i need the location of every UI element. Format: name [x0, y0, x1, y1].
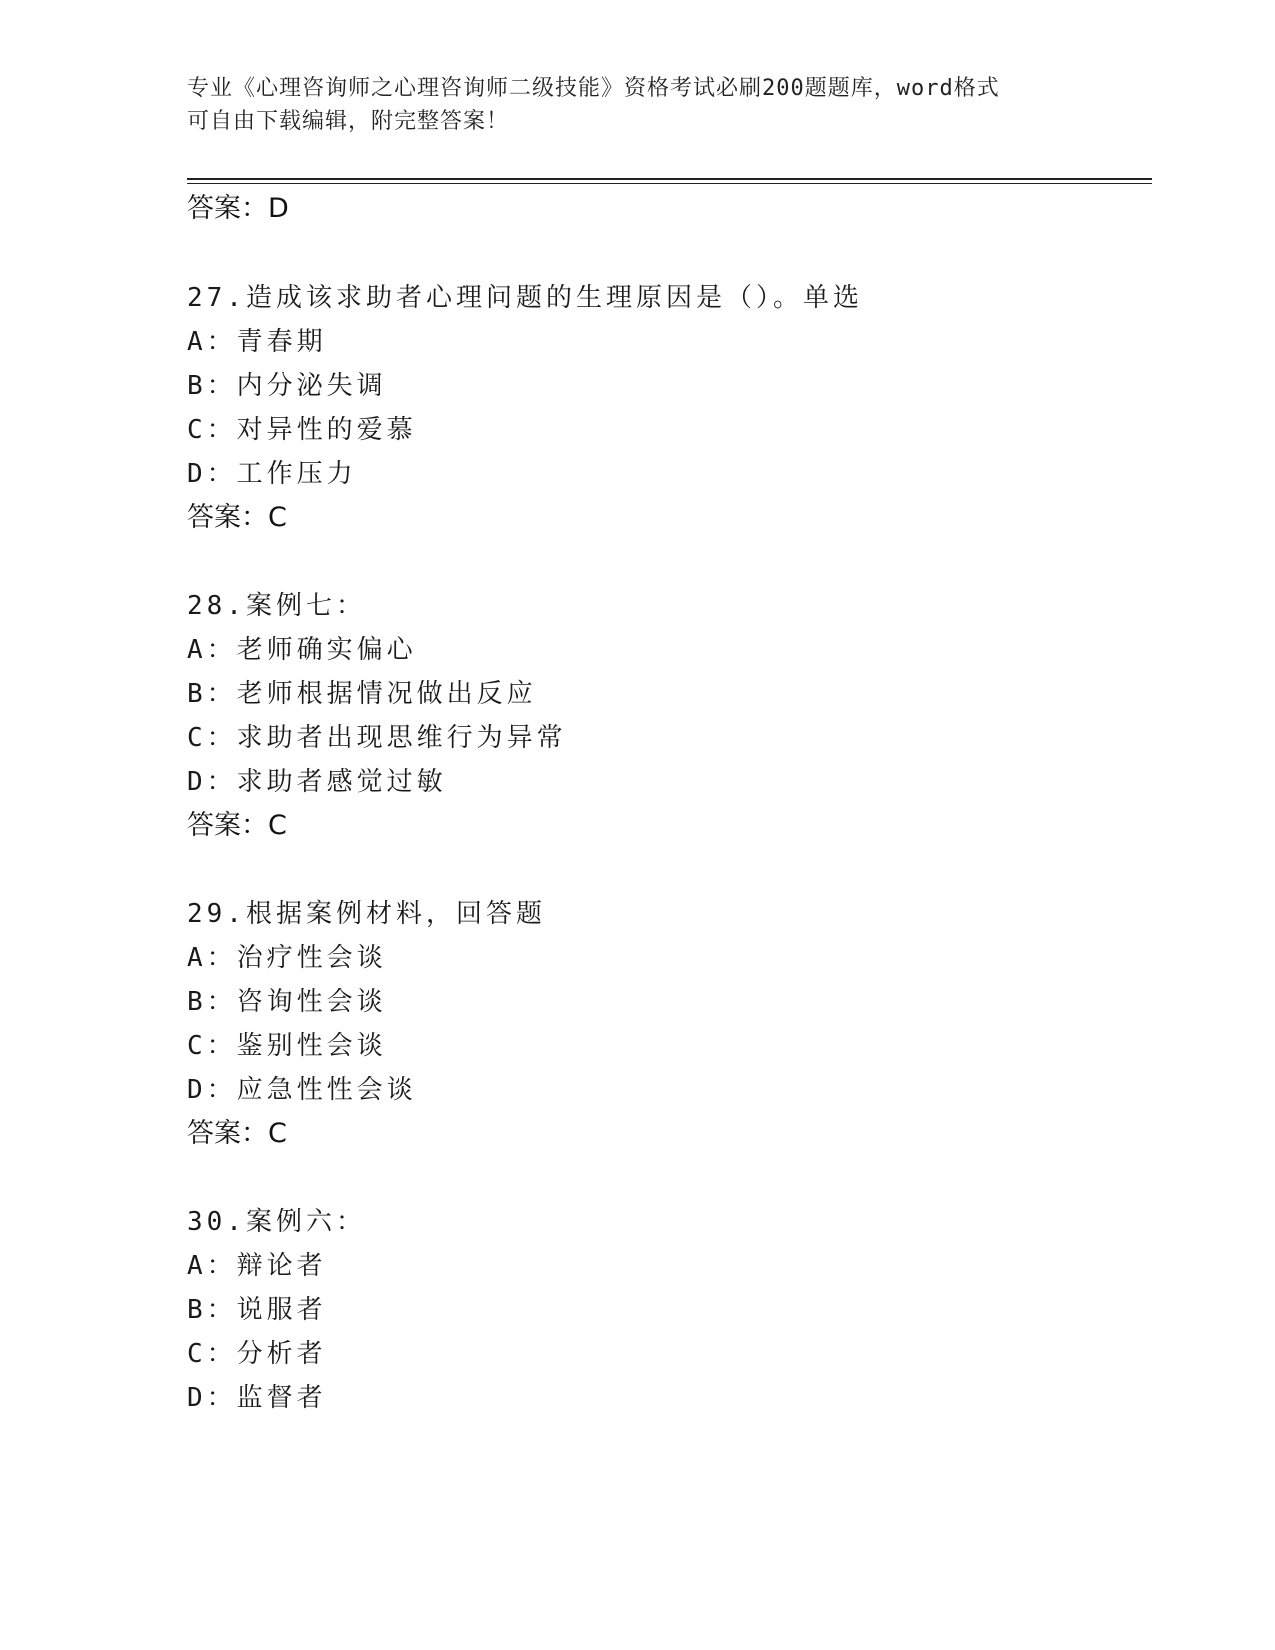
header-line-1: 专业《心理咨询师之心理咨询师二级技能》资格考试必刷200题题库，word格式 [187, 76, 1000, 101]
option-c: C：求助者出现思维行为异常 [187, 723, 567, 753]
document-header [187, 72, 1067, 138]
option-d: D：监督者 [187, 1383, 327, 1413]
option-c: C：对异性的爱慕 [187, 415, 417, 445]
answer-line: 答案：C [187, 810, 287, 841]
option-b: B：内分泌失调 [187, 371, 387, 401]
header-divider-thin [187, 183, 1152, 184]
answer-line: 答案：C [187, 1118, 287, 1149]
question-title: 28.案例七： [187, 591, 366, 621]
option-b: B：老师根据情况做出反应 [187, 679, 537, 709]
option-a: A：治疗性会谈 [187, 943, 387, 973]
option-b: B：咨询性会谈 [187, 987, 387, 1017]
option-c: C：鉴别性会谈 [187, 1031, 387, 1061]
option-d: D：求助者感觉过敏 [187, 767, 447, 797]
question-title: 30.案例六： [187, 1207, 366, 1237]
question-title: 29.根据案例材料，回答题 [187, 899, 546, 929]
option-a: A：老师确实偏心 [187, 635, 417, 665]
answer-line: 答案：D [187, 193, 289, 224]
question-title: 27.造成该求助者心理问题的生理原因是（）。单选 [187, 283, 863, 313]
option-a: A：青春期 [187, 327, 327, 357]
option-c: C：分析者 [187, 1339, 327, 1369]
option-b: B：说服者 [187, 1295, 327, 1325]
header-divider-thick [187, 178, 1152, 180]
option-d: D：应急性性会谈 [187, 1075, 417, 1105]
header-line-2: 可自由下载编辑，附完整答案！ [187, 109, 510, 134]
option-a: A：辩论者 [187, 1251, 327, 1281]
option-d: D：工作压力 [187, 459, 357, 489]
answer-line: 答案：C [187, 502, 287, 533]
